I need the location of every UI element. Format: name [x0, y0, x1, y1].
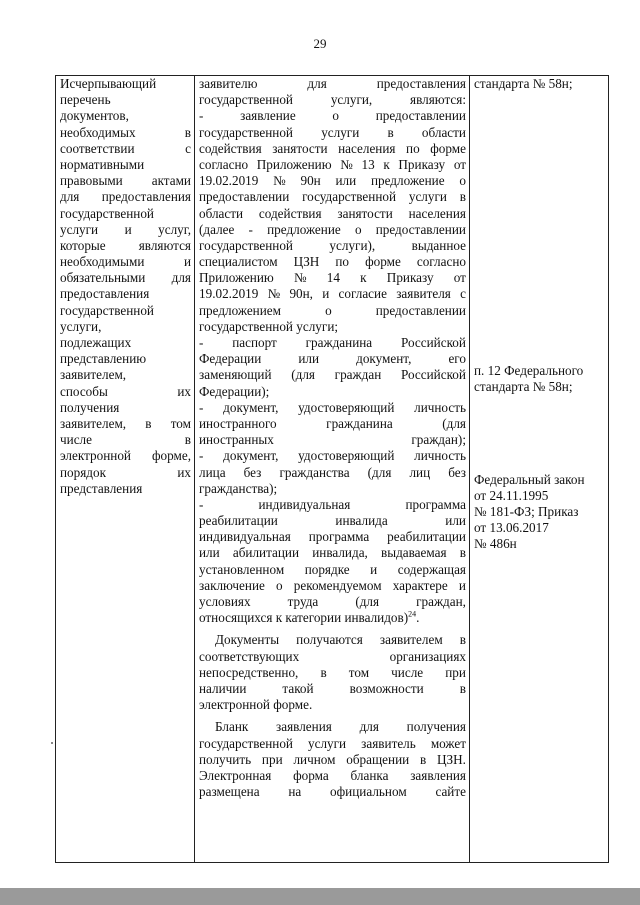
content-line: получить при личном обращении в ЦЗН.	[199, 751, 466, 767]
requirement-name-line: заявителем,	[60, 367, 127, 383]
requirement-name-text	[60, 76, 191, 497]
content-line: специалистом ЦЗН по форме согласно	[199, 254, 466, 270]
requirement-name-line: перечень	[60, 92, 111, 108]
content-line: Федерации);	[199, 383, 270, 399]
requirement-name-line: документов,	[60, 108, 129, 124]
requirement-name-line: необходимых в	[60, 124, 191, 140]
content-line: (далее - предложение о предоставлении	[199, 221, 466, 237]
page-number: 29	[313, 36, 327, 51]
content-line: 19.02.2019 № 90н, и согласие заявителя с	[199, 286, 466, 302]
content-line: предоставлении государственной услуги в	[199, 189, 466, 205]
content-line: Федерации или документ, его	[199, 351, 466, 367]
requirement-name-line: получения	[60, 399, 120, 415]
content-line: государственной услуги в области	[199, 124, 466, 140]
content-line: установленном порядке и содержащая	[199, 561, 466, 577]
content-line: государственной услуги;	[199, 318, 339, 334]
requirement-name-line: Исчерпывающий	[60, 76, 157, 91]
content-line: предложением о предоставлении	[199, 302, 466, 318]
content-line: Приложению № 14 к Приказу от	[199, 270, 466, 286]
content-line: соответствующих организациях	[199, 648, 466, 664]
rehabilitation-program-paragraph	[199, 497, 466, 633]
requirement-name-line: государственной	[60, 205, 154, 221]
requirements-table	[55, 75, 609, 863]
content-line: непосредственно, в том числе при	[199, 664, 466, 680]
requirement-name-line: числе в	[60, 432, 191, 448]
content-line: реабилитации инвалида или	[199, 513, 466, 529]
content-line: Документы получаются заявителем в	[215, 632, 466, 648]
content-line: условиях труда (для граждан,	[199, 594, 466, 609]
content-line: Бланк заявления для получения	[215, 719, 466, 735]
content-line: Электронная форма бланка заявления	[199, 767, 466, 783]
content-line: лица без гражданства (для лиц без	[199, 464, 466, 480]
content-line: гражданства);	[199, 480, 278, 496]
content-line: иностранных граждан);	[199, 432, 466, 448]
content-line: государственной услуги, являются:	[199, 92, 466, 108]
content-line: - индивидуальная программа	[199, 496, 466, 512]
requirement-name-line: предоставления	[60, 286, 150, 302]
requirement-content-cell	[195, 76, 470, 863]
identity-docs-paragraph	[199, 335, 466, 497]
content-line: размещена на официальном сайте	[199, 784, 466, 800]
content-line: - документ, удостоверяющий личность	[199, 399, 466, 415]
content-line: согласно Приложению № 13 к Приказу от	[199, 156, 466, 172]
requirement-name-line: электронной форме,	[60, 448, 191, 464]
content-line: - документ, удостоверяющий личность	[199, 448, 466, 464]
requirement-name-line: для предоставления	[60, 189, 191, 205]
legal-reference-2	[474, 363, 605, 395]
requirement-name-line: способы их	[60, 383, 191, 399]
content-line: относящихся к категории инвалидов)$^{24}$.	[199, 609, 420, 626]
requirement-name-line: услуги,	[60, 318, 102, 334]
content-line: заключение о рекомендуемом характере и	[199, 577, 466, 593]
reference-line: п. 12 Федерального	[474, 363, 584, 379]
content-line: электронной форме.	[199, 697, 313, 713]
content-line: - заявление о предоставлении	[199, 108, 466, 124]
requirement-name-line: государственной	[60, 302, 154, 318]
content-line: - паспорт гражданина Российской	[199, 335, 466, 350]
content-line: иностранного гражданина (для	[199, 415, 466, 431]
reference-line: от 13.06.2017	[474, 520, 549, 536]
content-line: 19.02.2019 № 90н или предложение о	[199, 173, 466, 189]
content-line: государственной услуги заявитель может	[199, 735, 466, 751]
content-line: наличии такой возможности в	[199, 680, 466, 696]
content-line: области содействия занятости населения	[199, 205, 466, 221]
requirement-name-cell	[56, 76, 195, 863]
requirement-name-line: подлежащих	[60, 335, 132, 350]
content-line: или абилитации инвалида, выдаваемая в	[199, 545, 466, 561]
footnote-reference: 24	[408, 609, 417, 619]
footnote-tail: .	[416, 610, 420, 626]
requirement-name-line: обязательными для	[60, 270, 191, 286]
scan-artifact	[51, 742, 53, 744]
content-line: государственной услуги), выданное	[199, 237, 466, 253]
requirement-name-line: которые являются	[60, 237, 191, 253]
reference-line: от 24.11.1995	[474, 487, 549, 503]
content-line: индивидуальная программа реабилитации	[199, 529, 466, 545]
requirement-name-line: порядок их	[60, 464, 191, 480]
application-form-paragraph	[199, 719, 466, 800]
requirement-name-line: представления	[60, 480, 143, 496]
documents-obtained-paragraph	[199, 632, 466, 719]
content-line: заменяющий (для граждан Российской	[199, 367, 466, 383]
table-row	[56, 76, 609, 863]
requirement-name-line: соответствии с	[60, 140, 191, 156]
reference-line: стандарта № 58н;	[474, 76, 573, 91]
requirement-name-line: необходимыми и	[60, 254, 191, 270]
application-docs-paragraph	[199, 76, 466, 335]
legal-reference-1	[474, 76, 605, 92]
reference-line: № 181-ФЗ; Приказ	[474, 503, 579, 519]
requirement-name-line: правовыми актами	[60, 173, 191, 189]
requirement-name-line: представлению	[60, 351, 147, 367]
scan-bottom-edge	[0, 888, 640, 905]
reference-line: № 486н	[474, 536, 517, 552]
content-line: заявителю для предоставления	[199, 76, 466, 91]
legal-reference-cell	[470, 76, 609, 863]
requirement-name-line: услуги и услуг,	[60, 221, 191, 237]
requirement-name-line: заявителем, в том	[60, 415, 191, 431]
legal-reference-3	[474, 472, 605, 553]
content-line: содействия занятости населения по форме	[199, 140, 466, 156]
reference-line: Федеральный закон	[474, 471, 585, 487]
reference-line: стандарта № 58н;	[474, 379, 573, 395]
requirement-name-line: нормативными	[60, 156, 145, 172]
